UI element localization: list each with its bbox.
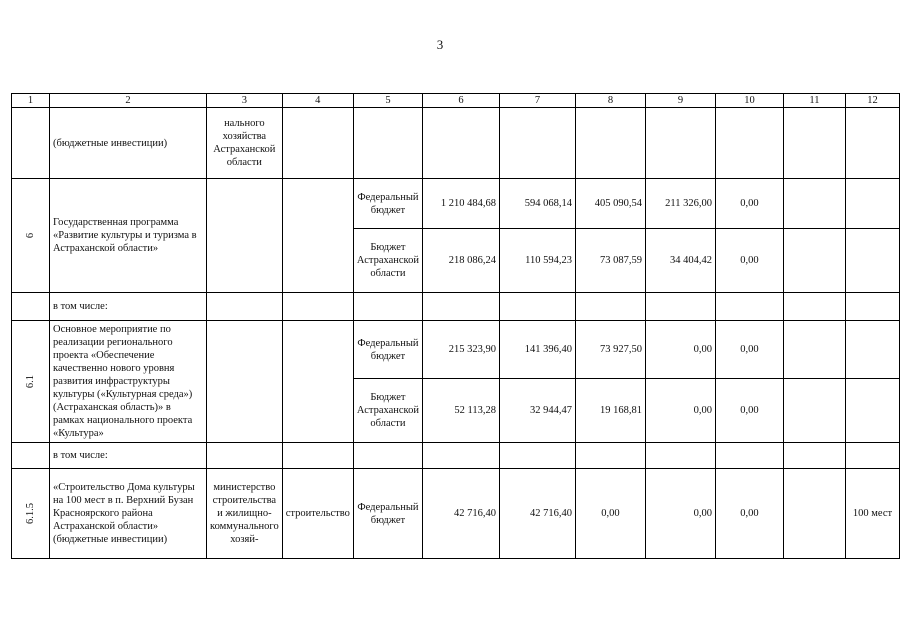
including-label: в том числе: (50, 293, 207, 321)
value-cell: 0,00 (715, 469, 783, 559)
item-number: 6.1 (12, 321, 50, 443)
item-number: 6.1.5 (12, 469, 50, 559)
table-row (12, 469, 900, 559)
item-number: 6 (12, 179, 50, 293)
value-cell: 0,00 (715, 229, 783, 293)
table-row (12, 443, 900, 469)
col-header: 8 (575, 94, 645, 108)
including-label: в том числе: (50, 443, 207, 469)
value-cell: 405 090,54 (575, 179, 645, 229)
value-cell: 0,00 (715, 379, 783, 443)
value-cell: 0,00 (715, 321, 783, 379)
col-header: 3 (207, 94, 283, 108)
funding-source: Бюджет Астраханской области (353, 379, 422, 443)
item-name: «Строительство Дома культуры на 100 мест в п. Верхний Бузан Красноярского района Астраханской области» (бюджетные инвестиции) (50, 469, 207, 559)
col-header: 6 (422, 94, 499, 108)
value-cell: 218 086,24 (422, 229, 499, 293)
value-cell: 0,00 (645, 469, 715, 559)
value-cell: 73 087,59 (575, 229, 645, 293)
page-number: 3 (436, 37, 444, 52)
col-header: 5 (353, 94, 422, 108)
funding-source: Федеральный бюджет (353, 469, 422, 559)
table-row (12, 293, 900, 321)
col-header: 10 (715, 94, 783, 108)
executor: нального хозяйства Астраханской области (207, 108, 283, 179)
value-cell: 34 404,42 (645, 229, 715, 293)
col-header: 1 (12, 94, 50, 108)
col-header: 12 (845, 94, 899, 108)
table-row (12, 179, 900, 229)
capacity-value: 100 мест (845, 469, 899, 559)
value-cell: 42 716,40 (499, 469, 575, 559)
table-row (12, 321, 900, 379)
budget-table (11, 93, 900, 559)
value-cell: 1 210 484,68 (422, 179, 499, 229)
value-cell: 215 323,90 (422, 321, 499, 379)
value-cell: 0,00 (645, 379, 715, 443)
col-header: 11 (783, 94, 845, 108)
col-header: 2 (50, 94, 207, 108)
value-cell: 52 113,28 (422, 379, 499, 443)
table-row (12, 108, 900, 179)
work-kind: строительство (282, 469, 353, 559)
value-cell: 19 168,81 (575, 379, 645, 443)
value-cell: 73 927,50 (575, 321, 645, 379)
value-cell: 594 068,14 (499, 179, 575, 229)
value-cell: 0,00 (575, 469, 645, 559)
col-header: 7 (499, 94, 575, 108)
funding-source: Федеральный бюджет (353, 179, 422, 229)
item-name: (бюджетные инвестиции) (50, 108, 207, 179)
value-cell: 0,00 (715, 179, 783, 229)
value-cell: 141 396,40 (499, 321, 575, 379)
item-name: Основное мероприятие по реализации регионального проекта «Обеспечение качественно нового уровня развития инфраструктуры культуры («Культурная среда») (Астраханская область)» в рамках национального проекта «Культура» (50, 321, 207, 443)
col-header: 4 (282, 94, 353, 108)
executor: министерство строительства и жилищно-коммунального хозяй- (207, 469, 283, 559)
col-header: 9 (645, 94, 715, 108)
funding-source: Бюджет Астраханской области (353, 229, 422, 293)
value-cell: 0,00 (645, 321, 715, 379)
item-name: Государственная программа «Развитие культуры и туризма в Астраханской области» (50, 179, 207, 293)
value-cell: 42 716,40 (422, 469, 499, 559)
header-row (12, 94, 900, 108)
value-cell: 32 944,47 (499, 379, 575, 443)
value-cell: 110 594,23 (499, 229, 575, 293)
value-cell: 211 326,00 (645, 179, 715, 229)
funding-source: Федеральный бюджет (353, 321, 422, 379)
